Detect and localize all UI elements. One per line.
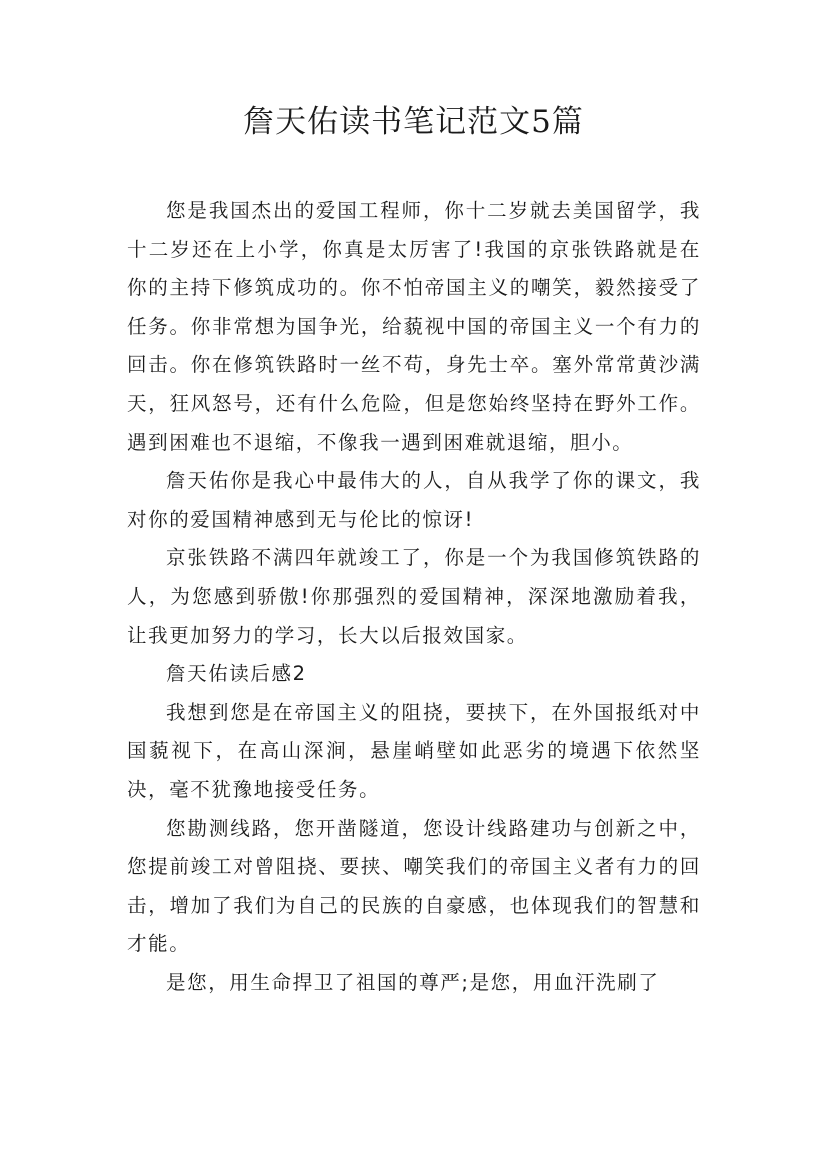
paragraph: 是您，用生命捍卫了祖国的尊严;是您，用血汗洗刷了 <box>166 970 660 994</box>
section-heading: 詹天佑读后感2 <box>166 662 307 686</box>
paragraph: 詹天佑你是我心中最伟大的人，自从我学了你的课文，我对你的爱国精神感到无与伦比的惊讶! <box>127 469 701 531</box>
paragraph: 我想到您是在帝国主义的阻挠，要挟下，在外国报纸对中国藐视下，在高山深涧，悬崖峭壁如此恶劣的境遇下依然坚决，毫不犹豫地接受任务。 <box>127 700 701 801</box>
paragraph: 您勘测线路，您开凿隧道，您设计线路建功与创新之中，您提前竣工对曾阻挠、要挟、嘲笑我们的帝国主义者有力的回击，增加了我们为自己的民族的自豪感，也体现我们的智慧和才能。 <box>127 816 701 956</box>
document-body <box>127 192 701 1002</box>
document-title: 詹天佑读书笔记范文5篇 <box>243 104 584 140</box>
paragraph: 京张铁路不满四年就竣工了，你是一个为我国修筑铁路的人，为您感到骄傲!你那强烈的爱国精神，深深地激励着我，让我更加努力的学习，长大以后报效国家。 <box>127 546 701 647</box>
paragraph: 您是我国杰出的爱国工程师，你十二岁就去美国留学，我十二岁还在上小学，你真是太厉害了!我国的京张铁路就是在你的主持下修筑成功的。你不怕帝国主义的嘲笑，毅然接受了任务。你非常想为国争光，给藐视中国的帝国主义一个有力的回击。你在修筑铁路时一丝不苟，身先士卒。塞外常常黄沙满天，狂风怒号，还有什么危险，但是您始终坚持在野外工作。遇到困难也不退缩，不像我一遇到困难就退缩，胆小。 <box>127 199 701 454</box>
